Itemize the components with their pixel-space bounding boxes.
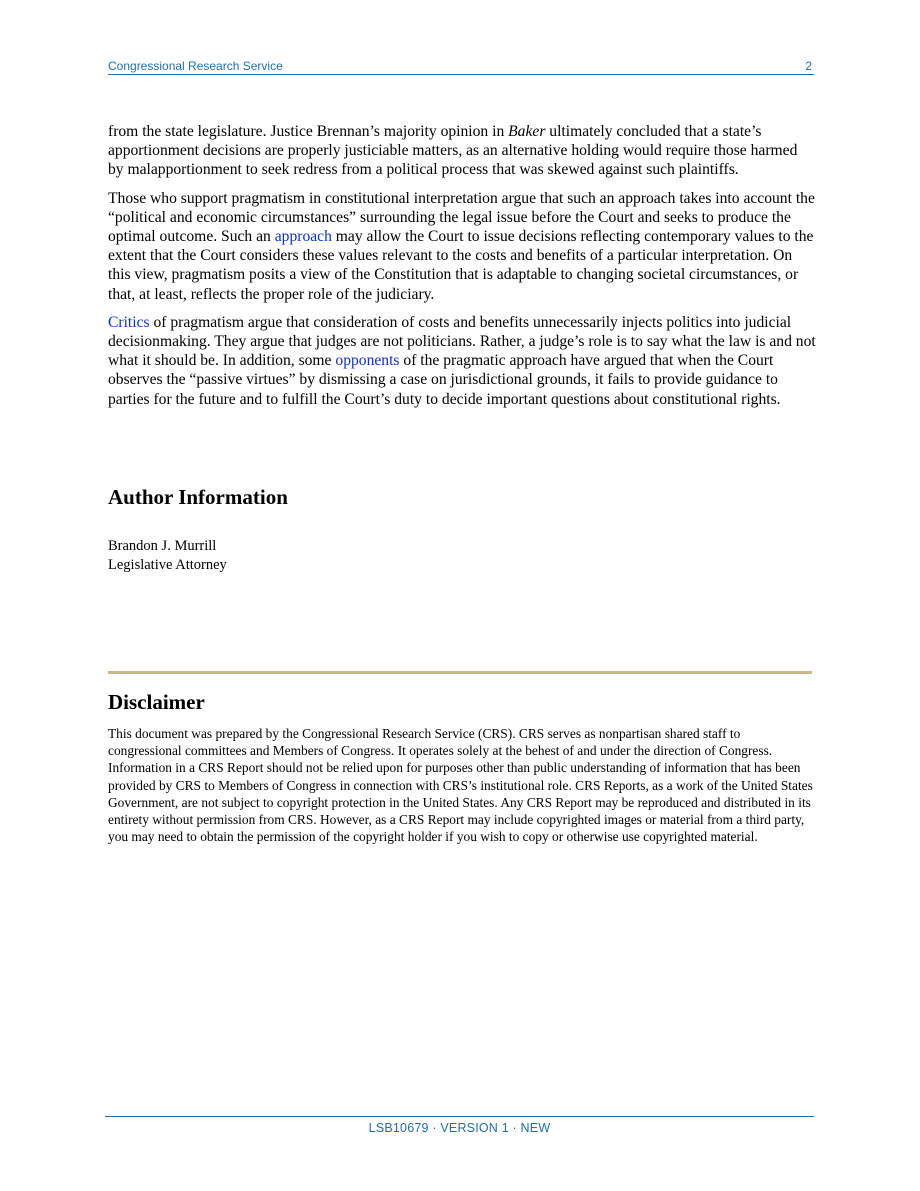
footer-text: LSB10679 · VERSION 1 · NEW xyxy=(368,1121,551,1135)
author-block xyxy=(108,537,227,574)
paragraph-3-text-after: of the pragmatic approach have argued that when the Court observes the “passive virtues” by dismissing a case on jurisdictional grounds, it fails to provide guidance to parties for the future and to fulfill the Court’s duty to decide important questions about constitutional rights. xyxy=(108,352,781,408)
page-footer xyxy=(105,1116,814,1135)
paragraph-1 xyxy=(108,122,816,180)
critics-link[interactable]: Critics xyxy=(108,313,150,331)
author-role: Legislative Attorney xyxy=(108,556,227,573)
disclaimer-text: This document was prepared by the Congressional Research Service (CRS). CRS serves as nonpartisan shared staff to congressional committees and Members of Congress. It operates solely at the behest of and under the direction of Congress. Information in a CRS Report should not be relied upon for purposes other than public understanding of information that has been provided by CRS to Members of Congress in connection with CRS’s institutional role. CRS Reports, as a work of the United States Government, are not subject to copyright protection in the United States. Any CRS Report may be reproduced and distributed in its entirety without permission from CRS. However, as a CRS Report may include copyrighted images or material from a third party, you may need to obtain the permission of the copyright holder if you wish to copy or otherwise use copyrighted material. xyxy=(108,726,813,845)
approach-link[interactable]: approach xyxy=(274,228,332,246)
paragraph-3 xyxy=(108,313,816,409)
paragraph-3-text-middle: of pragmatism argue that consideration of costs and benefits unnecessarily injects politics into judicial decisionmaking. They argue that judges are not politicians. Rather, a judge’s role is to say what the law is and not what it should be. In addition, some xyxy=(108,313,816,370)
section-divider xyxy=(108,671,812,674)
disclaimer-heading: Disclaimer xyxy=(108,690,205,714)
paragraph-1-text-after: ultimately concluded that a state’s apportionment decisions are properly justiciable matters, as an alternative holding would require those harmed by malapportionment to seek redress from a political process that was skewed against such plaintiffs. xyxy=(108,123,798,179)
opponents-link[interactable]: opponents xyxy=(335,352,400,370)
paragraph-2-text-after: may allow the Court to issue decisions reflecting contemporary values to the extent that the Court considers these values relevant to the costs and benefits of a particular interpretation. On this view, pragmatism posits a view of the Constitution that is adaptable to changing societal circumstances, or that, at least, reflects the proper role of the judiciary. xyxy=(108,228,814,303)
header-title: Congressional Research Service xyxy=(108,59,283,73)
page-header xyxy=(108,58,814,75)
paragraph-2 xyxy=(108,189,816,304)
body-text xyxy=(108,122,816,418)
author-name: Brandon J. Murrill xyxy=(108,538,217,554)
case-name-baker: Baker xyxy=(508,123,546,140)
author-information-heading: Author Information xyxy=(108,485,288,509)
paragraph-2-text-before: Those who support pragmatism in constitutional interpretation argue that such an approach takes into account the “political and economic circumstances” surrounding the legal issue before the Court and seeks to produce the optimal outcome. Such an xyxy=(108,189,815,246)
page-number: 2 xyxy=(805,59,812,73)
paragraph-1-text-before: from the state legislature. Justice Brennan’s majority opinion in xyxy=(108,123,509,140)
